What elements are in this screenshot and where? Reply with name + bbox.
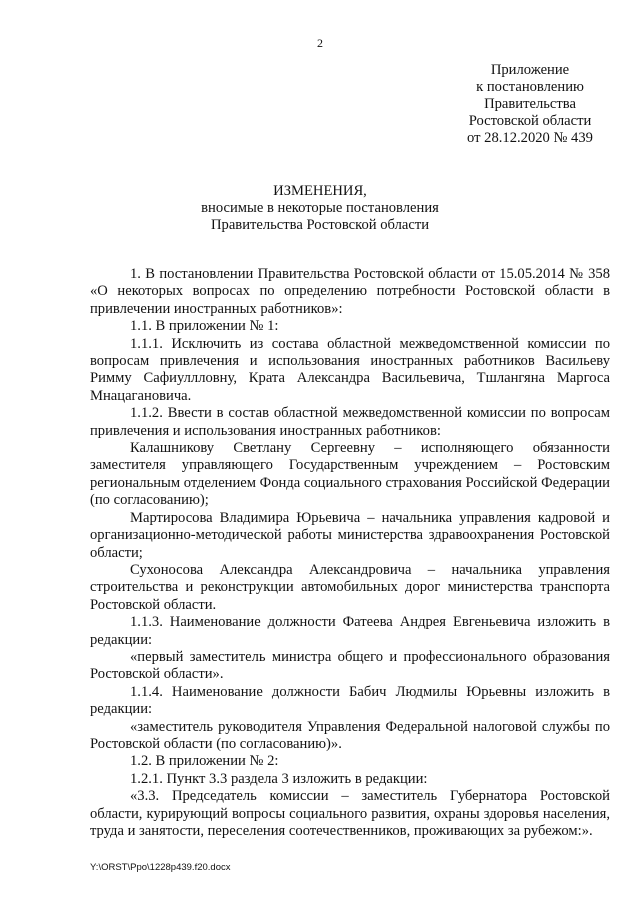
appendix-line: Ростовской области	[468, 113, 592, 129]
title-line: Правительства Ростовской области	[210, 217, 430, 233]
appendix-line: Приложение	[490, 62, 570, 78]
paragraph: 1.1.3. Наименование должности Фатеева Андрея Евгеньевича изложить в редакции:	[90, 614, 610, 648]
paragraph: 1. В постановлении Правительства Ростовской области от 15.05.2014 № 358 «О некоторых вопросах по определению потребности Ростовской области в привлечении иностранных работников»:	[90, 266, 610, 317]
appendix-header	[430, 62, 630, 147]
appendix-line: к постановлению	[476, 79, 584, 95]
paragraph: «3.3. Председатель комиссии – заместитель Губернатора Ростовской области, курирующий вопросы социального развития, охраны здоровья населения, труда и занятости, переселения соотечественников, проживающих за рубежом:».	[90, 788, 610, 839]
title-heading: ИЗМЕНЕНИЯ,	[273, 183, 367, 199]
paragraph: 1.1.4. Наименование должности Бабич Людмилы Юрьевны изложить в редакции:	[90, 683, 610, 718]
paragraph: Калашникову Светлану Сергеевну – исполняющего обязанности заместителя управляющего Государственным учреждением – Ростовским региональным отделением Фонда социального страхования Российской Федерации (по согласованию);	[90, 440, 610, 509]
paragraph: 1.2.1. Пункт 3.3 раздела 3 изложить в редакции:	[130, 770, 428, 787]
appendix-line: от 28.12.2020 № 439	[467, 130, 593, 146]
paragraph: «первый заместитель министра общего и профессионального образования Ростовской области».	[90, 648, 610, 683]
paragraph: «заместитель руководителя Управления Федеральной налоговой службы по Ростовской области (по согласованию)».	[90, 718, 610, 752]
paragraph: Сухоносова Александра Александровича – начальника управления строительства и реконструкции автомобильных дорог министерства транспорта Ростовской области.	[90, 561, 610, 613]
paragraph: 1.1. В приложении № 1:	[130, 318, 279, 335]
document-title	[0, 183, 640, 234]
paragraph: 1.2. В приложении № 2:	[130, 753, 279, 770]
paragraph: 1.1.2. Ввести в состав областной межведомственной комиссии по вопросам привлечения и использования иностранных работников:	[90, 405, 610, 439]
file-path-footer: Y:\ORST\Ppo\1228p439.f20.docx	[90, 862, 231, 873]
appendix-line: Правительства	[484, 96, 576, 112]
document-body	[90, 266, 610, 840]
paragraph: Мартиросова Владимира Юрьевича – начальника управления кадровой и организационно-методической работы министерства здравоохранения Ростовской области;	[90, 509, 610, 561]
paragraph: 1.1.1. Исключить из состава областной межведомственной комиссии по вопросам привлечения и использования иностранных работников Васильеву Римму Сафиуллловну, Крата Александра Васильевича, Тшлангяна Маргоса Мнацагановича.	[90, 335, 610, 404]
page-number: 2	[317, 36, 323, 50]
title-line: вносимые в некоторые постановления	[201, 200, 439, 216]
